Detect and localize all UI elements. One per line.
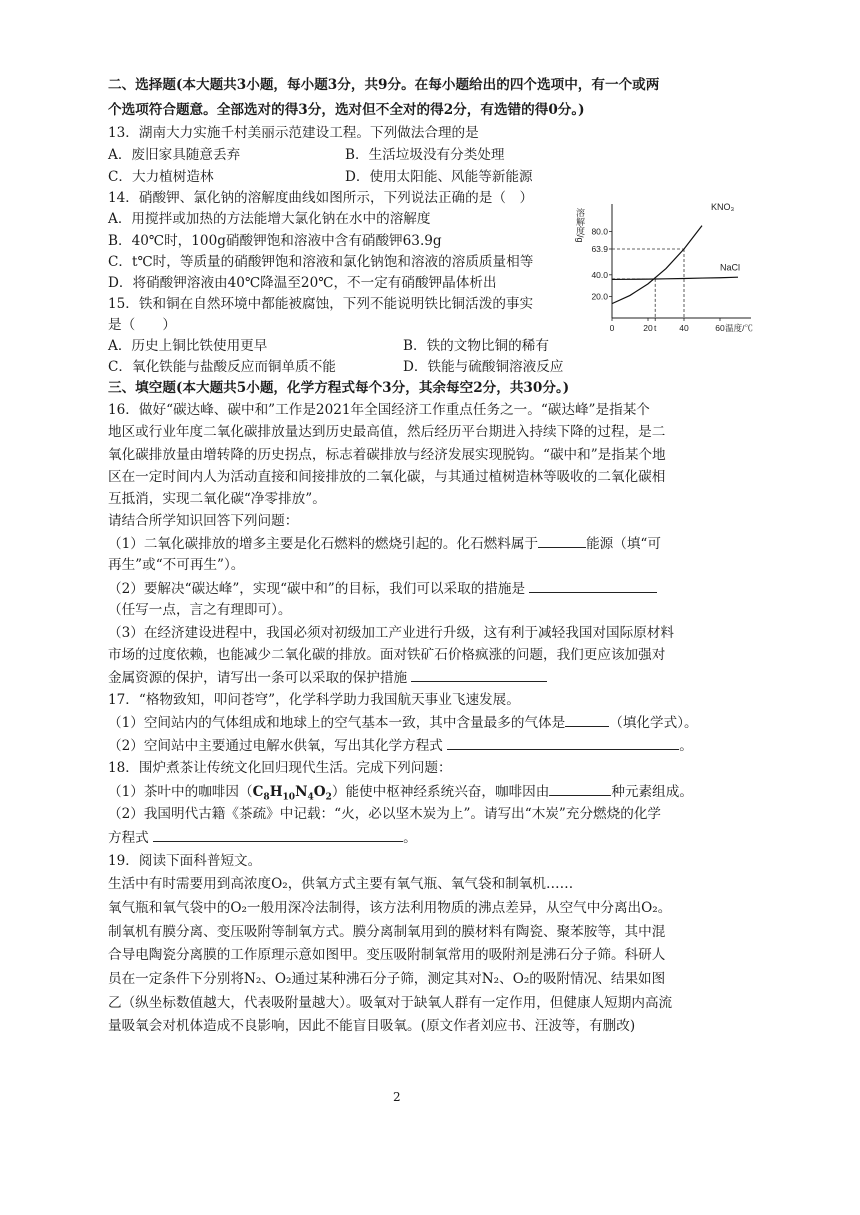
x-tick-label: 40 <box>679 323 689 333</box>
q14-option-b: B．40℃时，100g硝酸钾饱和溶液中含有硝酸钾63.9g <box>108 233 442 249</box>
page-number: 2 <box>393 1090 401 1104</box>
q15-option-a: A．历史上铜比铁使用更早 <box>108 338 268 354</box>
caffeine-formula: $C_8H_{10}N_4O_2$ <box>252 784 332 803</box>
q16-prompt: 请结合所学知识回答下列问题： <box>108 513 299 529</box>
q15-stem-line1: 15．铁和铜在自然环境中都能被腐蚀，下列不能说明铁比铜活泼的事实 <box>108 296 534 312</box>
q16-sub3-line1: （3）在经济建设进程中，我国必须对初级加工产业进行升级，这有利于减轻我国对国际原材料 <box>108 625 674 641</box>
q14-option-d: D．将硝酸钾溶液由40℃降温至20℃，不一定有硝酸钾晶体析出 <box>108 275 497 291</box>
q19-text-line5: 员在一定条件下分别将N₂、O₂通过某种沸石分子筛，测定其对N₂、O₂的吸附情况、结果如图 <box>108 971 666 987</box>
chart-ticks <box>591 227 725 333</box>
y-tick-label: 63.9 <box>591 243 608 254</box>
solubility-curve-chart <box>568 198 754 340</box>
q19-text-line6: 乙（纵坐标数值越大，代表吸附量越大）。吸氧对于缺氧人群有一定作用，但健康人短期内高流 <box>108 995 673 1011</box>
q17-sub2-text: （2）空间站中主要通过电解水供氧，写出其化学方程式 <box>108 738 443 754</box>
q16-sub3-line2: 市场的过度依赖，也能减少二氧化碳的排放。面对铁矿石价格疯涨的问题，我们更应该加强对 <box>108 647 666 663</box>
q16-sub2-text: （2）要解决“碳达峰”，实现“碳中和”的目标，我们可以采取的措施是 <box>108 581 526 597</box>
q17-sub1-answer-blank[interactable] <box>565 713 609 727</box>
x-axis-label: 温度/℃ <box>725 323 753 333</box>
q16-para-line2: 地区或行业年度二氧化碳排放量达到历史最高值，然后经历平台期进入持续下降的过程，是二 <box>108 424 666 440</box>
q18-sub1-text-after: 种元素组成。 <box>611 784 693 800</box>
x-tick-label: t <box>654 323 657 333</box>
q16-para-line3: 氧化碳排放量由增转降的历史拐点，标志着碳排放与经济发展实现脱钩。“碳中和”是指某个地 <box>108 447 666 463</box>
q18-sub1-text: （1）茶叶中的咖啡因（ <box>108 784 253 800</box>
q16-sub2-line1 <box>108 579 657 598</box>
q13-stem: 13．湖南大力实施千村美丽示范建设工程。下列做法合理的是 <box>108 125 479 141</box>
q16-sub1-text-after: 能源（填“可 <box>586 536 661 552</box>
q16-sub3-text: 金属资源的保护，请写出一条可以采取的保护措施 <box>108 670 408 686</box>
x-tick-label: 0 <box>609 323 615 333</box>
q16-sub3-answer-blank[interactable] <box>411 668 547 682</box>
q15-option-c: C．氧化铁能与盐酸反应而铜单质不能 <box>108 359 336 375</box>
q15-option-b: B．铁的文物比铜的稀有 <box>403 338 549 354</box>
y-tick-label: 20.0 <box>591 291 608 302</box>
q14-stem: 14．硝酸钾、氯化钠的溶解度曲线如图所示，下列说法正确的是（ ） <box>108 190 534 206</box>
q17-sub1-text: （1）空间站内的气体组成和地球上的空气基本一致，其中含量最多的气体是 <box>108 715 566 731</box>
x-tick-label: 20 <box>643 323 653 333</box>
q19-text-line3: 制氧机有膜分离、变压吸附等制氧方式。膜分离制氧用到的膜材料有陶瓷、聚苯胺等，其中混 <box>108 924 666 940</box>
series-label-nacl: NaCl <box>720 262 741 273</box>
q19-text-line2: 氧气瓶和氧气袋中的O₂一般用深冷法制得，该方法利用物质的沸点差异，从空气中分离出O₂。 <box>108 900 672 916</box>
q16-sub1-text: （1）二氧化碳排放的增多主要是化石燃料的燃烧引起的。化石燃料属于 <box>108 536 539 552</box>
q13-option-a: A．废旧家具随意丢弃 <box>108 147 241 163</box>
q18-sub2-period: 。 <box>403 830 417 846</box>
q17-sub2-period: 。 <box>679 738 693 754</box>
q15-option-d: D．铁能与硫酸铜溶液反应 <box>403 359 564 375</box>
q18-sub1-text-mid: ）能使中枢神经系统兴奋，咖啡因由 <box>331 784 550 800</box>
q19-stem: 19．阅读下面科普短文。 <box>108 853 262 869</box>
q14-option-a: A．用搅拌或加热的方法能增大氯化钠在水中的溶解度 <box>108 211 431 227</box>
section3-header: 三、填空题(本大题共5小题，化学方程式每个3分，其余每空2分，共30分。) <box>108 380 570 396</box>
q16-sub1-line2: 再生”或“不可再生”）。 <box>108 557 245 573</box>
q16-sub1-line1 <box>108 534 661 553</box>
q18-sub2-line2 <box>108 828 417 847</box>
q18-sub1 <box>108 782 693 801</box>
q16-sub3-line3 <box>108 668 547 687</box>
q18-sub2-line1: （2）我国明代古籍《茶疏》中记载：“火，必以坚木炭为上”。请写出“木炭”充分燃烧的化学 <box>108 806 662 822</box>
q16-sub2-answer-blank[interactable] <box>529 579 657 593</box>
q16-sub1-answer-blank[interactable] <box>538 534 586 548</box>
chart-labels <box>575 202 753 333</box>
series-label-kno3: KNO₃ <box>711 202 735 212</box>
q18-sub2-answer-blank[interactable] <box>153 828 403 842</box>
q18-stem: 18．围炉煮茶让传统文化回归现代生活。完成下列问题： <box>108 760 452 776</box>
q19-text-line4: 合导电陶瓷分离膜的工作原理示意如图甲。变压吸附制氧常用的吸附剂是沸石分子筛。科研人 <box>108 947 666 963</box>
q16-sub2-line2: （任写一点，言之有理即可）。 <box>108 602 292 618</box>
q15-stem-line2: 是（ ） <box>108 317 176 333</box>
q17-sub2-answer-blank[interactable] <box>447 736 679 750</box>
section2-header-line1: 二、选择题(本大题共3小题，每小题3分，共9分。在每小题给出的四个选项中，有一个或两 <box>108 77 660 93</box>
q13-option-d: D．使用太阳能、风能等新能源 <box>345 169 533 185</box>
y-axis-label: 溶解度/g <box>575 208 585 243</box>
q16-para-line4: 区在一定时间内人为活动直接和间接排放的二氧化碳，与其通过植树造林等吸收的二氧化碳相 <box>108 469 666 485</box>
q14-option-c: C．t℃时，等质量的硝酸钾饱和溶液和氯化钠饱和溶液的溶质质量相等 <box>108 254 534 270</box>
q19-text-line7: 量吸氧会对机体造成不良影响，因此不能盲目吸氧。(原文作者刘应书、汪波等，有删改) <box>108 1018 636 1034</box>
q17-sub1 <box>108 713 698 732</box>
curve-KNO₃ <box>612 226 702 304</box>
y-tick-label: 40.0 <box>591 269 608 280</box>
q17-sub2 <box>108 736 693 755</box>
q13-option-c: C．大力植树造林 <box>108 169 214 185</box>
section2-header-line2: 个选项符合题意。全部选对的得3分，选对但不全对的得2分，有选错的得0分。) <box>108 102 585 118</box>
q18-sub1-answer-blank[interactable] <box>549 782 611 796</box>
chart-axes <box>612 204 751 318</box>
q16-para-line1: 16．做好“碳达峰、碳中和”工作是2021年全国经济工作重点任务之一。“碳达峰”是指某个 <box>108 402 650 418</box>
y-tick-label: 80.0 <box>591 226 608 237</box>
q18-sub2-text: 方程式 <box>108 830 149 846</box>
q17-sub1-text-after: （填化学式）。 <box>609 715 698 731</box>
curve-NaCl <box>612 277 738 279</box>
q16-para-line5: 互抵消，实现二氧化碳“净零排放”。 <box>108 491 326 507</box>
x-tick-label: 60 <box>715 323 725 333</box>
q17-stem: 17．“格物致知，叩问苍穹”，化学科学助力我国航天事业飞速发展。 <box>108 692 520 708</box>
q13-option-b: B．生活垃圾没有分类处理 <box>345 147 505 163</box>
q19-text-line1: 生活中有时需要用到高浓度O₂，供氧方式主要有氧气瓶、氧气袋和制氧机…… <box>108 876 574 892</box>
